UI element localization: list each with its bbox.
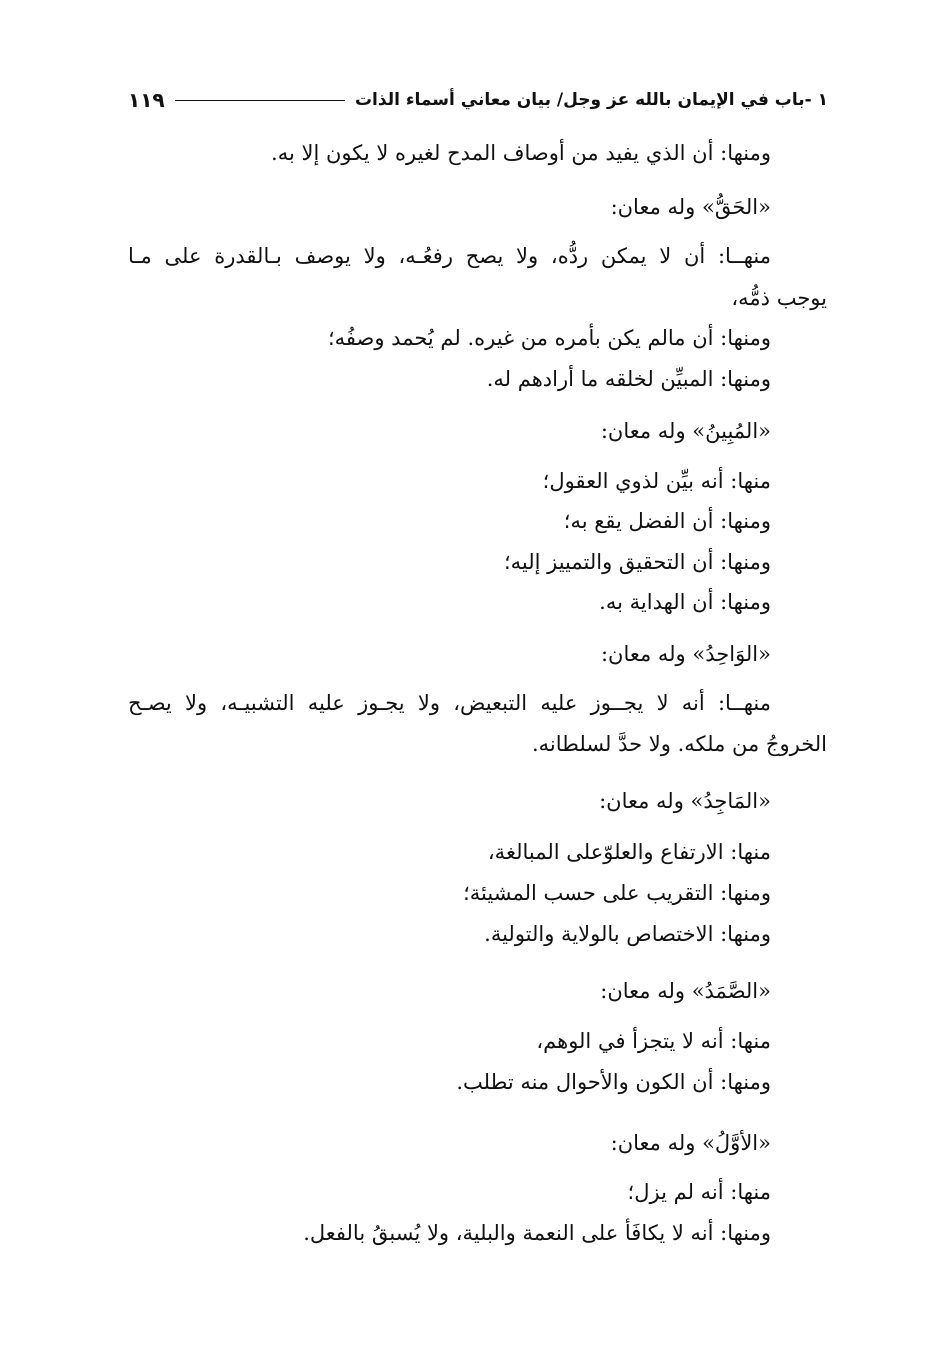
text-line: ومنها: أن الفضل يقع به؛	[563, 509, 771, 533]
text-line: منها: أنه لم يزل؛	[627, 1180, 771, 1204]
text-line: منهــا: أنه لا يجــوز عليه التبعيض، ولا يجـوز عليه التشبيـه، ولا يصـح	[128, 691, 771, 715]
text-line: يوجب ذمُّه،	[731, 286, 827, 310]
text-line: ومنها: أن الذي يفيد من أوصاف المدح لغيره لا يكون إلا به.	[271, 141, 771, 165]
section-heading: «الصَّمَدُ» وله معان:	[600, 979, 771, 1003]
section-heading: «الوَاحِدُ» وله معان:	[600, 642, 771, 666]
section-heading: «المَاجِدُ» وله معان:	[599, 789, 771, 813]
section-heading: «الأوَّلُ» وله معان:	[610, 1131, 771, 1155]
text-line: منها: أنه لا يتجزأ في الوهم،	[536, 1029, 771, 1053]
running-header	[128, 84, 828, 116]
text-line: ومنها: أنه لا يكافَأ على النعمة والبلية، ولا يُسبقُ بالفعل.	[303, 1221, 771, 1245]
text-line: منها: الارتفاع والعلوّعلى المبالغة،	[487, 840, 771, 864]
text-line: منهــا: أن لا يمكن ردُّه، ولا يصح رفعُـه، ولا يوصف بـالقدرة على مـا	[128, 244, 771, 268]
section-heading: «الحَقُّ» وله معان:	[610, 195, 771, 219]
page-number: ١١٩	[128, 88, 165, 112]
text-line: ومنها: أن التحقيق والتمييز إليه؛	[503, 550, 771, 574]
text-line: منها: أنه بيِّن لذوي العقول؛	[542, 469, 771, 493]
text-line: ومنها: أن الهداية به.	[599, 590, 771, 614]
text-line: ومنها: التقريب على حسب المشيئة؛	[463, 881, 771, 905]
text-line: ومنها: أن مالم يكن بأمره من غيره. لم يُحمد وصفُه؛	[327, 326, 771, 350]
text-line: الخروجُ من ملكه. ولا حدَّ لسلطانه.	[531, 732, 827, 756]
text-line: ومنها: المبيِّن لخلقه ما أرادهم له.	[486, 367, 771, 391]
header-rule	[175, 100, 345, 101]
text-line: ومنها: أن الكون والأحوال منه تطلب.	[456, 1070, 771, 1094]
section-heading: «المُبِينُ» وله معان:	[600, 419, 771, 443]
header-title: ١ -باب في الإيمان بالله عز وجل/ بيان معاني أسماء الذات	[354, 90, 828, 110]
text-line: ومنها: الاختصاص بالولاية والتولية.	[484, 922, 771, 946]
